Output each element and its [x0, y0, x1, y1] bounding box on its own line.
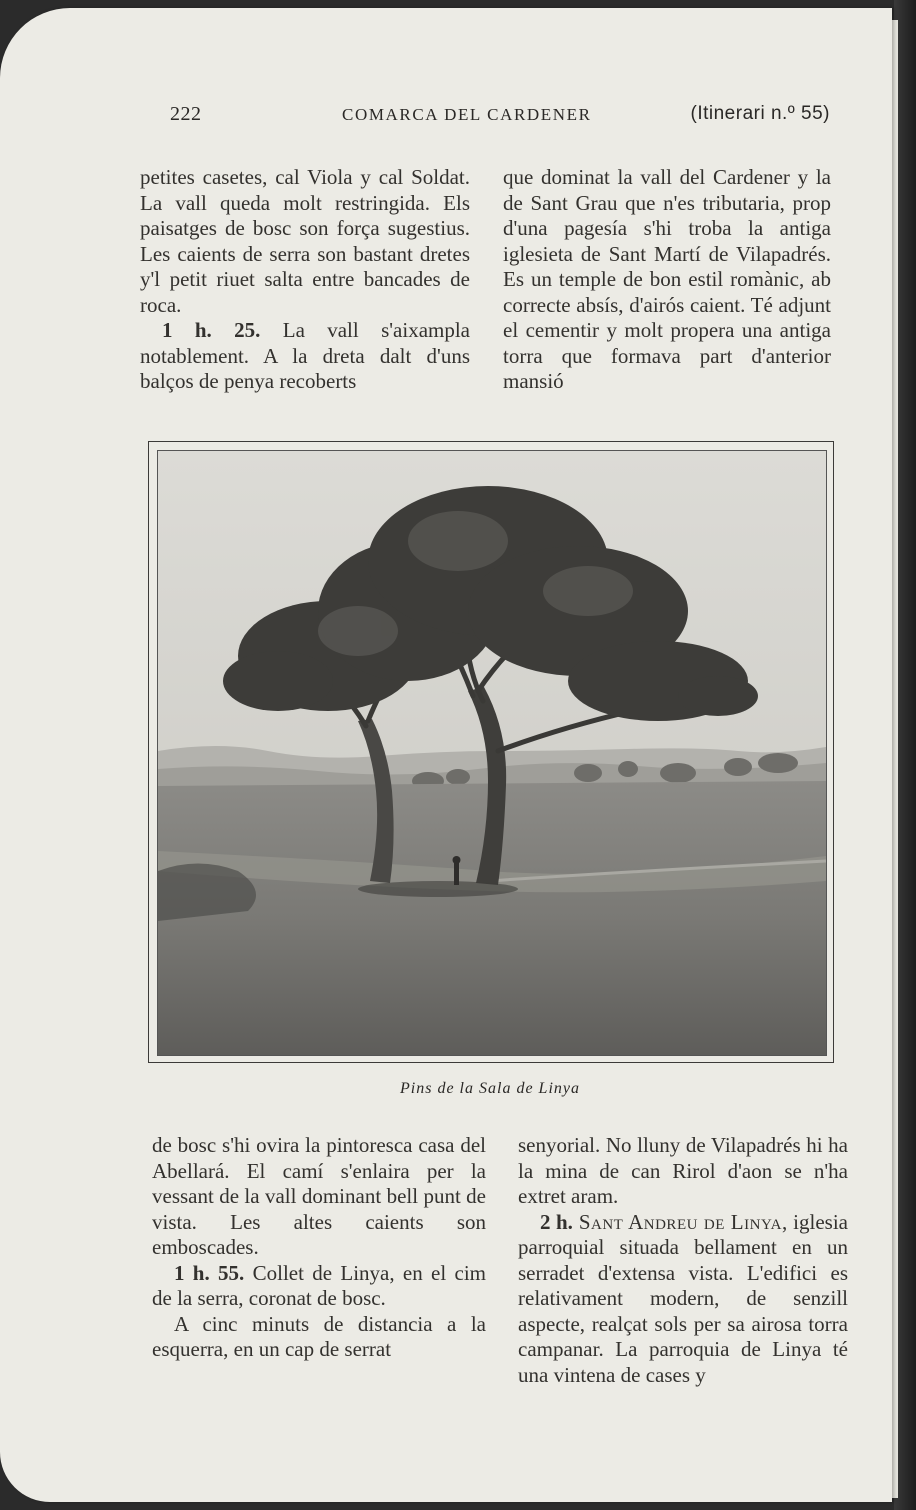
photo-caption: Pins de la Sala de Linya [400, 1080, 580, 1097]
paragraph: A cinc minuts de distancia a la esquerra, en un cap de serrat [152, 1311, 486, 1361]
itinerary-number: (Itinerari n.º 55) [690, 103, 830, 124]
text-column-top-right [503, 165, 831, 395]
text-column-bottom-right [518, 1133, 848, 1388]
running-title: COMARCA DEL CARDENER [342, 105, 592, 124]
text-column-top-left [140, 165, 470, 395]
paragraph [152, 1261, 486, 1312]
paragraph-text: La vall s'aixampla notablement. A la dreta dalt d'uns balços de penya recoberts [140, 318, 471, 393]
page-header [170, 103, 830, 133]
paragraph-text: iglesia parroquial situada bellament en un serradet d'extensa vista. L'edifici es relativament modern, de senzill aspecte, realçat sols per sa airosa torra campanar. La parroquia de Linya té una vintena de cases y [518, 1209, 848, 1387]
paragraph: petites casetes, cal Viola y cal Soldat. La vall queda molt restringida. Els paisatges de bosc son força sugestius. Les caients de serra son bastant dretes y'l petit riuet salta entre bancades de roca. [140, 165, 470, 317]
paragraph [140, 318, 470, 395]
paragraph-text: Collet de Linya, en el cim de la serra, coronat de bosc. [152, 1260, 486, 1310]
paragraph [518, 1210, 848, 1389]
photo-frame [148, 441, 834, 1063]
paragraph: que dominat la vall del Cardener y la de Sant Grau que n'es tributaria, prop d'una pagesía s'hi troba la antiga iglesieta de Sant Martí de Vilapadrés. Es un temple de bon estil romànic, ab correcte absís, d'airós caient. Té adjunt el cementir y molt propera una antiga torra que formava part d'anterior mansió [503, 165, 831, 393]
time-marker: 2 h. [540, 1209, 573, 1234]
time-marker: 1 h. 55. [174, 1260, 245, 1285]
paragraph: senyorial. No lluny de Vilapadrés hi ha la mina de can Rirol d'aon se n'ha extret aram. [518, 1133, 848, 1208]
page-number: 222 [170, 103, 202, 125]
time-marker: 1 h. 25. [162, 318, 261, 342]
text-column-bottom-left [152, 1133, 486, 1363]
tree-landscape-illustration [158, 451, 826, 1055]
photograph-pine-trees [157, 450, 827, 1056]
place-name: Sant Andreu de Linya, [572, 1209, 788, 1234]
book-page [0, 8, 892, 1502]
paragraph: de bosc s'hi ovira la pintoresca casa del Abellará. El camí s'enlaira per la vessant de la vall dominant bell punt de vista. Les altes caients son emboscades. [152, 1133, 486, 1259]
